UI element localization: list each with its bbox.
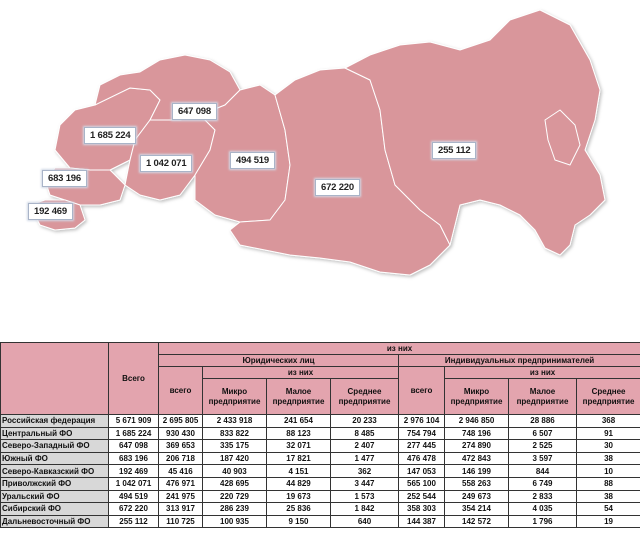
cell-ip-micro: 748 196: [445, 427, 509, 440]
cell-legal-small: 44 829: [267, 477, 331, 490]
cell-legal-micro: 428 695: [203, 477, 267, 490]
cell-total: 494 519: [109, 490, 159, 503]
cell-legal-small: 17 821: [267, 452, 331, 465]
table-row: [1, 452, 640, 465]
cell-ip-micro: 558 263: [445, 477, 509, 490]
cell-name: Центральный ФО: [1, 427, 109, 440]
cell-ip-small: 3 597: [509, 452, 577, 465]
cell-legal-total: 2 695 805: [159, 415, 203, 428]
cell-ip-micro: 274 890: [445, 440, 509, 453]
cell-ip-total: 476 478: [399, 452, 445, 465]
cell-total: 647 098: [109, 440, 159, 453]
header-region: [1, 343, 109, 415]
header-legal-small: Малое предприятие: [267, 379, 331, 415]
cell-total: 255 112: [109, 515, 159, 528]
cell-legal-total: 930 430: [159, 427, 203, 440]
cell-ip-small: 1 796: [509, 515, 577, 528]
label-ural: 494 519: [230, 152, 275, 169]
cell-legal-small: 88 123: [267, 427, 331, 440]
cell-total: 1 042 071: [109, 477, 159, 490]
cell-legal-medium: 1 573: [331, 490, 399, 503]
table-body: [1, 415, 640, 528]
header-legal-medium: Среднее предприятие: [331, 379, 399, 415]
cell-legal-micro: 833 822: [203, 427, 267, 440]
cell-ip-small: 28 886: [509, 415, 577, 428]
cell-legal-total: 369 653: [159, 440, 203, 453]
cell-ip-medium: 10: [577, 465, 640, 478]
cell-legal-micro: 286 239: [203, 503, 267, 516]
cell-ip-small: 6 749: [509, 477, 577, 490]
cell-legal-medium: 362: [331, 465, 399, 478]
cell-ip-total: 2 976 104: [399, 415, 445, 428]
cell-legal-micro: 187 420: [203, 452, 267, 465]
cell-ip-small: 4 035: [509, 503, 577, 516]
header-ip-small: Малое предприятие: [509, 379, 577, 415]
cell-total: 1 685 224: [109, 427, 159, 440]
cell-ip-micro: 146 199: [445, 465, 509, 478]
table-row: [1, 515, 640, 528]
table-row: [1, 440, 640, 453]
cell-ip-total: 252 544: [399, 490, 445, 503]
cell-legal-small: 9 150: [267, 515, 331, 528]
cell-legal-micro: 40 903: [203, 465, 267, 478]
header-legal-micro: Микро предприятие: [203, 379, 267, 415]
cell-name: Южный ФО: [1, 452, 109, 465]
cell-legal-small: 25 836: [267, 503, 331, 516]
cell-legal-micro: 100 935: [203, 515, 267, 528]
cell-legal-total: 241 975: [159, 490, 203, 503]
header-ip: Индивидуальных предпринимателей: [399, 355, 640, 367]
cell-legal-medium: 20 233: [331, 415, 399, 428]
table-row: [1, 415, 640, 428]
cell-ip-small: 844: [509, 465, 577, 478]
label-siberia: 672 220: [315, 179, 360, 196]
cell-legal-total: 313 917: [159, 503, 203, 516]
cell-legal-total: 476 971: [159, 477, 203, 490]
table-row: [1, 465, 640, 478]
table-row: [1, 427, 640, 440]
cell-ip-small: 2 833: [509, 490, 577, 503]
cell-legal-small: 32 071: [267, 440, 331, 453]
statistics-table: [0, 342, 640, 528]
cell-ip-total: 277 445: [399, 440, 445, 453]
cell-ip-medium: 88: [577, 477, 640, 490]
cell-legal-small: 19 673: [267, 490, 331, 503]
header-legal-total: всего: [159, 367, 203, 415]
cell-name: Дальневосточный ФО: [1, 515, 109, 528]
cell-ip-micro: 142 572: [445, 515, 509, 528]
table-row: [1, 490, 640, 503]
label-volga: 1 042 071: [140, 155, 192, 172]
cell-ip-micro: 2 946 850: [445, 415, 509, 428]
cell-total: 672 220: [109, 503, 159, 516]
table-header: [1, 343, 640, 415]
cell-ip-medium: 30: [577, 440, 640, 453]
label-central: 1 685 224: [84, 127, 136, 144]
cell-ip-micro: 354 214: [445, 503, 509, 516]
header-ip-medium: Среднее предприятие: [577, 379, 640, 415]
cell-ip-medium: 91: [577, 427, 640, 440]
table-row: [1, 477, 640, 490]
cell-ip-small: 2 525: [509, 440, 577, 453]
cell-name: Северо-Западный ФО: [1, 440, 109, 453]
cell-ip-medium: 38: [577, 490, 640, 503]
cell-legal-medium: 640: [331, 515, 399, 528]
cell-ip-total: 144 387: [399, 515, 445, 528]
cell-total: 192 469: [109, 465, 159, 478]
cell-legal-total: 110 725: [159, 515, 203, 528]
cell-ip-medium: 54: [577, 503, 640, 516]
cell-ip-total: 358 303: [399, 503, 445, 516]
cell-total: 683 196: [109, 452, 159, 465]
cell-name: Уральский ФО: [1, 490, 109, 503]
cell-legal-small: 4 151: [267, 465, 331, 478]
cell-total: 5 671 909: [109, 415, 159, 428]
cell-legal-total: 206 718: [159, 452, 203, 465]
header-legal: Юридических лиц: [159, 355, 399, 367]
header-ip-total: всего: [399, 367, 445, 415]
cell-legal-medium: 3 447: [331, 477, 399, 490]
cell-name: Северо-Кавказский ФО: [1, 465, 109, 478]
cell-ip-micro: 472 843: [445, 452, 509, 465]
cell-ip-medium: 38: [577, 452, 640, 465]
header-vsego: Всего: [109, 343, 159, 415]
cell-legal-medium: 1 477: [331, 452, 399, 465]
cell-legal-medium: 2 407: [331, 440, 399, 453]
cell-legal-micro: 335 175: [203, 440, 267, 453]
cell-name: Приволжский ФО: [1, 477, 109, 490]
table-row: [1, 503, 640, 516]
cell-ip-total: 565 100: [399, 477, 445, 490]
label-far-east: 255 112: [432, 142, 476, 159]
header-legal-iz-nih: из них: [203, 367, 399, 379]
label-northwest: 647 098: [172, 103, 217, 120]
cell-legal-small: 241 654: [267, 415, 331, 428]
label-north-caucasus: 192 469: [28, 203, 73, 220]
cell-legal-total: 45 416: [159, 465, 203, 478]
cell-ip-total: 147 053: [399, 465, 445, 478]
cell-ip-micro: 249 673: [445, 490, 509, 503]
cell-legal-medium: 1 842: [331, 503, 399, 516]
header-ip-micro: Микро предприятие: [445, 379, 509, 415]
cell-legal-micro: 2 433 918: [203, 415, 267, 428]
cell-ip-small: 6 507: [509, 427, 577, 440]
cell-ip-medium: 368: [577, 415, 640, 428]
cell-ip-total: 754 794: [399, 427, 445, 440]
header-iz-nih: из них: [159, 343, 640, 355]
cell-legal-medium: 8 485: [331, 427, 399, 440]
cell-name: Сибирский ФО: [1, 503, 109, 516]
cell-name: Российская федерация: [1, 415, 109, 428]
label-south: 683 196: [42, 170, 87, 187]
cell-ip-medium: 19: [577, 515, 640, 528]
header-ip-iz-nih: из них: [445, 367, 640, 379]
cell-legal-micro: 220 729: [203, 490, 267, 503]
